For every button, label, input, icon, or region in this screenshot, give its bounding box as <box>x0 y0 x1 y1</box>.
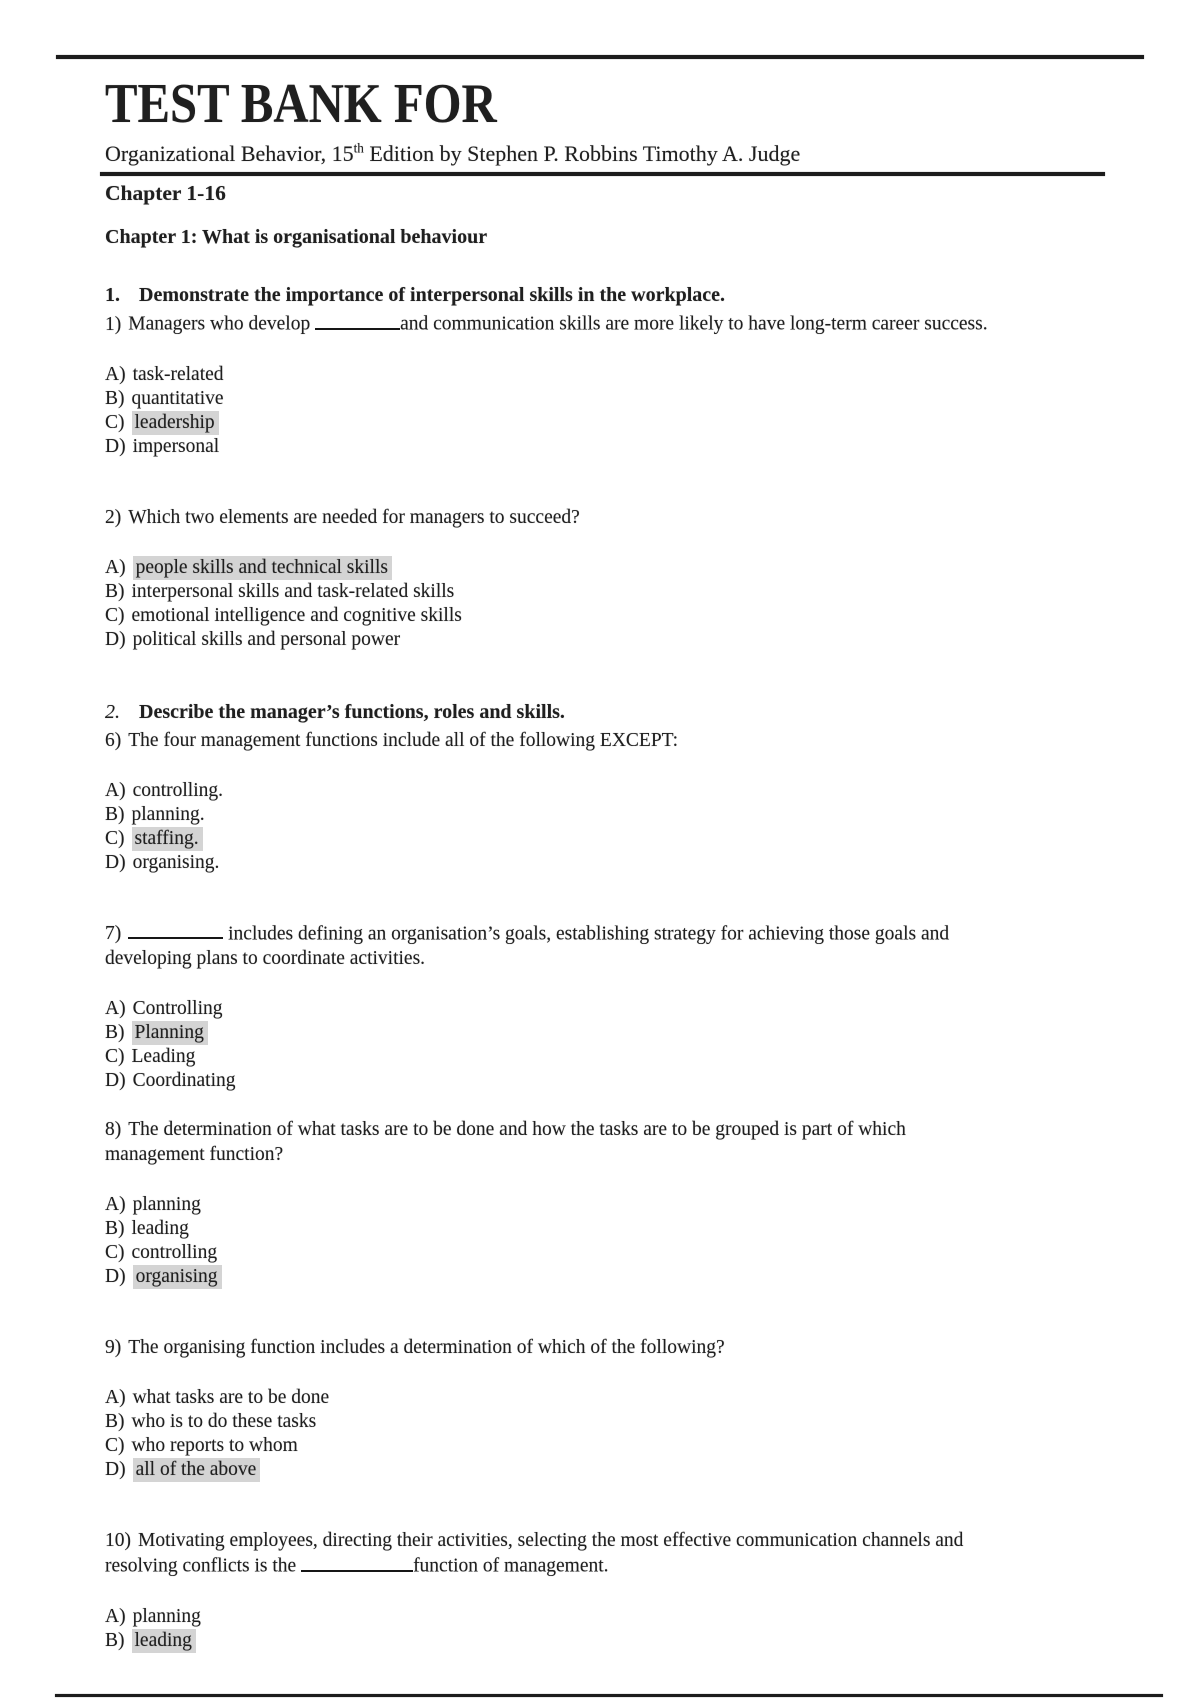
question-block <box>105 728 1140 875</box>
question-block <box>105 311 1140 459</box>
option-text: quantitative <box>131 387 224 409</box>
option-label: D) <box>105 1070 126 1092</box>
option-label: C) <box>105 1435 125 1457</box>
question-text-segment: Motivating employees, directing their activities, selecting the most effective communication channels and <box>138 1530 964 1552</box>
option-text: planning <box>132 1605 201 1627</box>
section <box>105 700 1140 1653</box>
option-row <box>105 803 1140 827</box>
option-list <box>105 556 1140 652</box>
option-row-highlighted <box>105 1458 1140 1482</box>
question-number: 2) <box>105 506 122 528</box>
question-text-segment: developing plans to coordinate activities. <box>105 948 426 970</box>
option-label: A) <box>105 363 126 385</box>
option-label: D) <box>105 851 126 873</box>
option-row <box>105 851 1140 875</box>
option-label: C) <box>105 1046 125 1068</box>
option-text: emotional intelligence and cognitive skills <box>131 604 462 626</box>
option-text: what tasks are to be done <box>132 1387 330 1409</box>
question-list <box>105 311 1140 652</box>
option-row-highlighted <box>105 1265 1140 1289</box>
option-row <box>105 604 1140 628</box>
option-label: B) <box>105 803 125 825</box>
section <box>105 283 1140 652</box>
chapter-range: Chapter 1-16 <box>105 181 226 205</box>
answer-blank <box>301 1553 413 1572</box>
question-text-line <box>105 311 1140 337</box>
option-label: B) <box>105 1022 125 1044</box>
question-block <box>105 921 1140 1094</box>
option-row <box>105 1386 1140 1410</box>
option-row-highlighted <box>105 1629 1140 1653</box>
question-block <box>105 505 1140 652</box>
option-label: B) <box>105 580 125 602</box>
question-text-line <box>105 1553 1140 1579</box>
question-text-segment: Which two elements are needed for managers to succeed? <box>128 506 580 528</box>
question-text-segment: includes defining an organisation’s goals, establishing strategy for achieving those goals and <box>223 923 950 945</box>
question-number: 6) <box>105 729 122 751</box>
question-text-segment: and communication skills are more likely to have long-term career success. <box>400 313 988 335</box>
option-label: D) <box>105 435 126 457</box>
chapter-title: Chapter 1: What is organisational behaviour <box>105 226 488 248</box>
option-text: Leading <box>131 1046 196 1068</box>
option-row <box>105 1193 1140 1217</box>
option-text: impersonal <box>132 435 220 457</box>
option-label: C) <box>105 827 125 849</box>
option-row <box>105 1434 1140 1458</box>
question-text-line <box>105 505 1140 530</box>
section-heading <box>105 700 1140 724</box>
option-row <box>105 1217 1140 1241</box>
option-list <box>105 1605 1140 1653</box>
option-text: planning <box>132 1194 201 1216</box>
answer-blank <box>315 311 400 330</box>
option-row <box>105 387 1140 411</box>
option-label: B) <box>105 1629 125 1651</box>
question-text-segment: Managers who develop <box>128 313 316 335</box>
section-number: 1. <box>105 284 120 306</box>
option-text: task-related <box>132 363 224 385</box>
option-row-highlighted <box>105 411 1140 435</box>
option-label: A) <box>105 1194 126 1216</box>
section-number: 2. <box>105 700 120 723</box>
question-text-line <box>105 1142 1140 1167</box>
option-text: controlling <box>131 1242 218 1264</box>
option-text: organising. <box>132 851 220 873</box>
option-row <box>105 363 1140 387</box>
question-text-segment: management function? <box>105 1144 284 1166</box>
option-row <box>105 779 1140 803</box>
option-label: A) <box>105 1387 126 1409</box>
option-text: who reports to whom <box>131 1435 298 1457</box>
option-text: controlling. <box>132 779 224 801</box>
option-text: political skills and personal power <box>132 628 401 650</box>
option-text: planning. <box>131 803 205 825</box>
question-text-line <box>105 728 1140 753</box>
option-text: Controlling <box>132 998 223 1020</box>
option-label: D) <box>105 1266 126 1288</box>
question-text-segment: resolving conflicts is the <box>105 1555 302 1577</box>
option-text-highlighted: people skills and technical skills <box>133 556 392 580</box>
option-label: D) <box>105 628 126 650</box>
option-label: C) <box>105 1242 125 1264</box>
option-row <box>105 1045 1140 1069</box>
option-text: Coordinating <box>132 1070 236 1092</box>
question-text-segment: The organising function includes a determination of which of the following? <box>128 1337 725 1359</box>
question-text-line <box>105 921 1140 947</box>
section-heading-text: Demonstrate the importance of interpersonal skills in the workplace. <box>139 284 726 306</box>
option-label: B) <box>105 1411 125 1433</box>
option-list <box>105 779 1140 875</box>
option-row-highlighted <box>105 827 1140 851</box>
option-text-highlighted: staffing. <box>132 827 203 851</box>
question-text-segment: The determination of what tasks are to be done and how the tasks are to be grouped is part of which <box>128 1119 906 1141</box>
option-label: B) <box>105 387 125 409</box>
question-text-segment: The four management functions include all of the following EXCEPT: <box>128 729 679 751</box>
option-row <box>105 997 1140 1021</box>
question-block <box>105 1528 1140 1653</box>
option-label: B) <box>105 1218 125 1240</box>
subtitle-superscript: th <box>353 140 364 156</box>
option-text: leading <box>131 1218 189 1240</box>
question-text-line <box>105 1117 1140 1142</box>
option-label: A) <box>105 998 126 1020</box>
option-row <box>105 1069 1140 1093</box>
option-row <box>105 1410 1140 1434</box>
question-number: 10) <box>105 1530 131 1552</box>
bottom-border-rule <box>55 1694 1163 1697</box>
question-text-segment: function of management. <box>413 1555 609 1577</box>
option-row-highlighted <box>105 1021 1140 1045</box>
question-list <box>105 728 1140 1653</box>
option-text-highlighted: leading <box>132 1629 196 1653</box>
option-text-highlighted: all of the above <box>133 1458 261 1482</box>
option-row <box>105 1241 1140 1265</box>
option-label: A) <box>105 779 126 801</box>
document-subtitle <box>105 142 1140 166</box>
option-list <box>105 997 1140 1093</box>
option-list <box>105 1386 1140 1482</box>
question-text-line <box>105 946 1140 971</box>
question-block <box>105 1335 1140 1482</box>
option-list <box>105 1193 1140 1289</box>
option-label: A) <box>105 556 126 578</box>
subtitle-text-post: Edition by Stephen P. Robbins Timothy A. Judge <box>363 141 801 166</box>
option-text: interpersonal skills and task-related skills <box>131 580 455 602</box>
option-text: who is to do these tasks <box>131 1411 317 1433</box>
question-text-line <box>105 1335 1140 1360</box>
document-title: TEST BANK FOR <box>105 73 497 135</box>
option-row <box>105 435 1140 459</box>
option-text-highlighted: organising <box>133 1265 222 1289</box>
question-number: 9) <box>105 1337 122 1359</box>
answer-blank <box>128 921 223 940</box>
question-number: 8) <box>105 1119 122 1141</box>
option-row-highlighted <box>105 556 1140 580</box>
option-label: C) <box>105 411 125 433</box>
question-block <box>105 1117 1140 1289</box>
section-heading-text: Describe the manager’s functions, roles and skills. <box>139 700 565 723</box>
question-text-line <box>105 1528 1140 1553</box>
section-heading <box>105 283 1140 307</box>
option-label: A) <box>105 1605 126 1627</box>
option-label: C) <box>105 604 125 626</box>
option-list <box>105 363 1140 459</box>
subtitle-text-pre: Organizational Behavior, 15 <box>105 141 354 166</box>
option-text-highlighted: leadership <box>132 411 219 435</box>
sections <box>105 283 1140 1653</box>
question-number: 1) <box>105 313 122 335</box>
option-row <box>105 1605 1140 1629</box>
option-row <box>105 628 1140 652</box>
option-label: D) <box>105 1459 126 1481</box>
option-text-highlighted: Planning <box>132 1021 208 1045</box>
option-row <box>105 580 1140 604</box>
question-number: 7) <box>105 923 122 945</box>
